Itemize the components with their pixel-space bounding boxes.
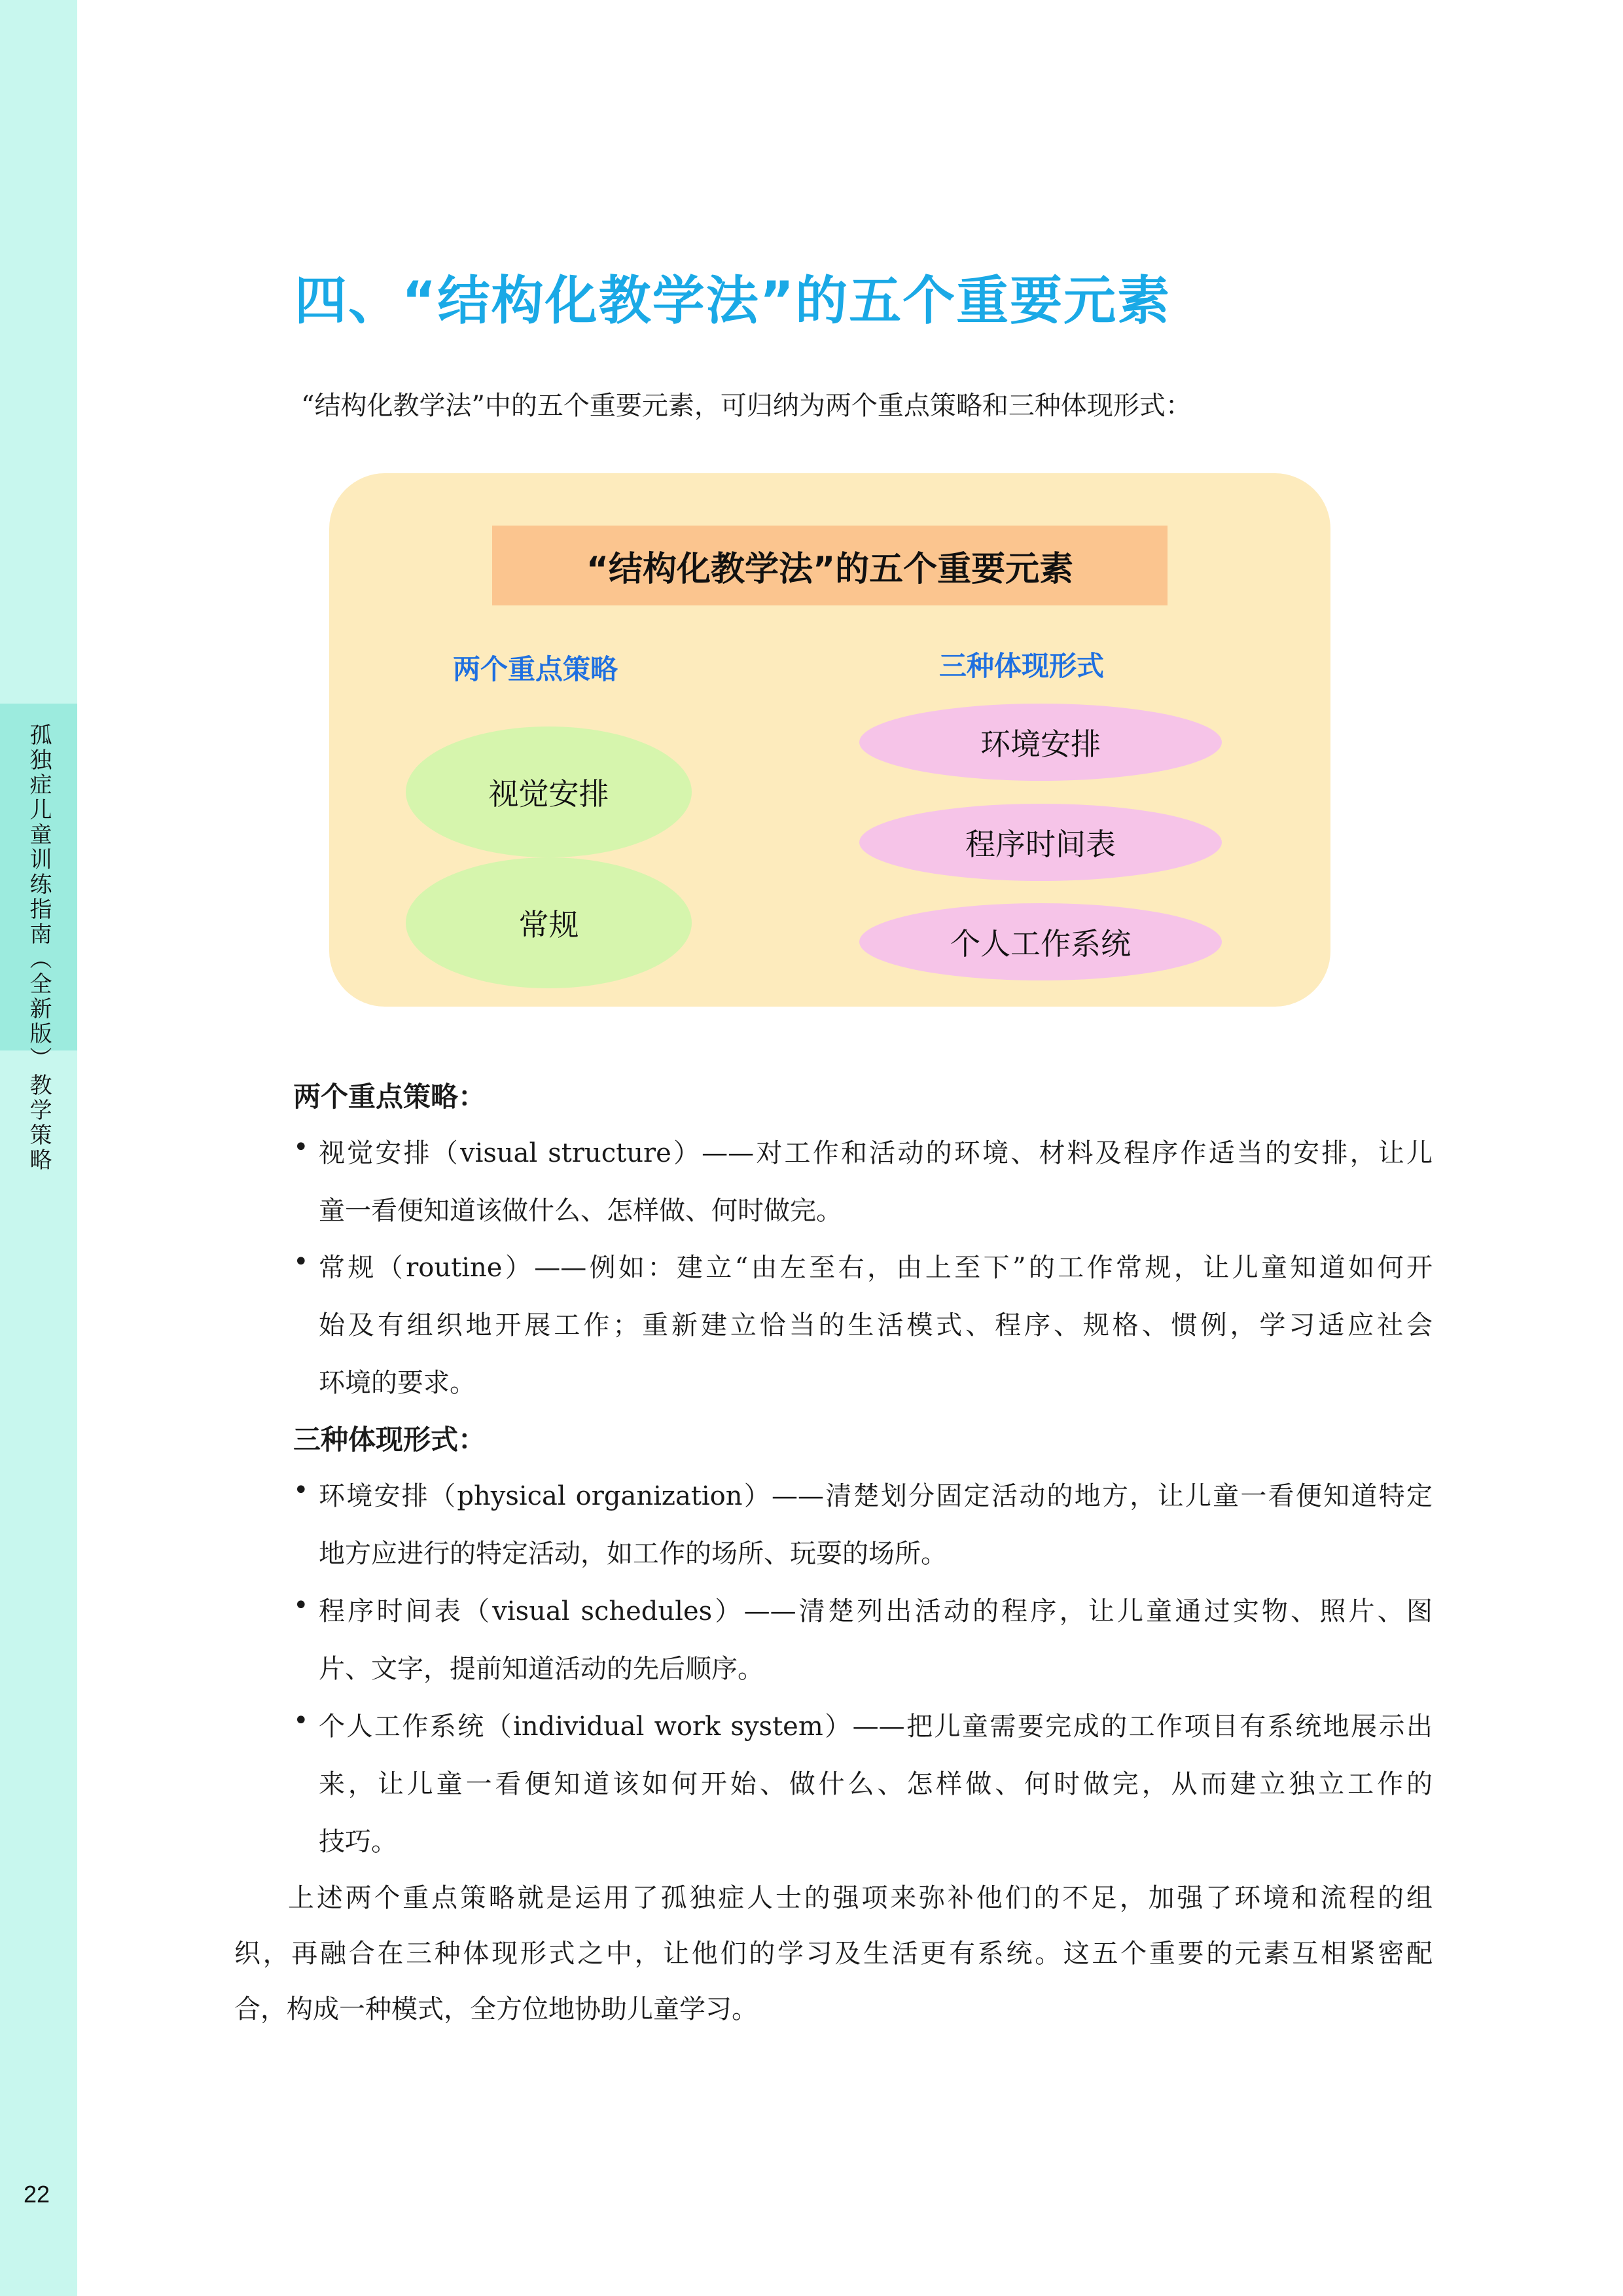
summary-line: 合，构成一种模式，全方位地协助儿童学习。: [234, 1994, 758, 2024]
list-item-line: 常规（routine）——例如：建立“由左至右，由上至下”的工作常规，让儿童知道如何开: [319, 1253, 1433, 1283]
series-title: 孤独症儿童训练指南（全新版）: [26, 723, 52, 1071]
forms-heading: 三种体现形式：: [293, 1424, 486, 1456]
diagram-oval-visual-schedules: 程序时间表: [859, 804, 1222, 881]
intro-paragraph: “结构化教学法”中的五个重要元素，可归纳为两个重点策略和三种体现形式：: [301, 391, 1192, 421]
diagram-left-heading: 两个重点策略: [453, 653, 618, 685]
list-item-line: 技巧。: [319, 1827, 397, 1857]
list-item-line: 始及有组织地开展工作；重新建立恰当的生活模式、程序、规格、惯例，学习适应社会: [319, 1310, 1433, 1340]
section-heading: 四、“结构化教学法”的五个重要元素: [294, 270, 1171, 331]
list-item-line: 来，让儿童一看便知道该如何开始、做什么、怎样做、何时做完，从而建立独立工作的: [319, 1769, 1433, 1799]
list-item-line: 片、文字，提前知道活动的先后顺序。: [319, 1654, 764, 1684]
bullet: •: [293, 1132, 309, 1162]
bullet: •: [293, 1475, 309, 1505]
bullet: •: [293, 1247, 309, 1277]
diagram-title: “结构化教学法”的五个重要元素: [586, 549, 1074, 589]
list-item-line: 程序时间表（visual schedules）——清楚列出活动的程序，让儿童通过实物、照片、图: [319, 1596, 1433, 1626]
list-item-line: 环境的要求。: [319, 1368, 476, 1398]
bullet: •: [293, 1590, 309, 1621]
list-item-line: 童一看便知道该做什么、怎样做、何时做完。: [319, 1196, 842, 1226]
list-item-line: 环境安排（physical organization）——清楚划分固定活动的地方，让儿童一看便知道特定: [319, 1481, 1433, 1511]
strategies-heading: 两个重点策略：: [293, 1081, 486, 1113]
section-label: 教学策略: [26, 1073, 52, 1173]
diagram-right-heading: 三种体现形式: [939, 650, 1105, 682]
list-item-line: 地方应进行的特定活动，如工作的场所、玩耍的场所。: [319, 1539, 947, 1569]
diagram-oval-physical-organization: 环境安排: [859, 704, 1222, 781]
bullet: •: [293, 1706, 309, 1736]
diagram-title-box: [492, 526, 1168, 605]
list-item-line: 个人工作系统（individual work system）——把儿童需要完成的工作项目有系统地展示出: [319, 1712, 1433, 1742]
list-item-line: 视觉安排（visual structure）——对工作和活动的环境、材料及程序作适当的安排，让儿: [319, 1138, 1433, 1168]
diagram-oval-visual-structure: 视觉安排: [406, 726, 692, 857]
page-number: 22: [24, 2181, 50, 2208]
diagram-oval-work-system: 个人工作系统: [859, 903, 1222, 980]
summary-line: 织，再融合在三种体现形式之中，让他们的学习及生活更有系统。这五个重要的元素互相紧密配: [234, 1939, 1433, 1969]
summary-line: 上述两个重点策略就是运用了孤独症人士的强项来弥补他们的不足，加强了环境和流程的组: [288, 1883, 1433, 1913]
diagram-oval-routine: 常规: [406, 857, 692, 988]
